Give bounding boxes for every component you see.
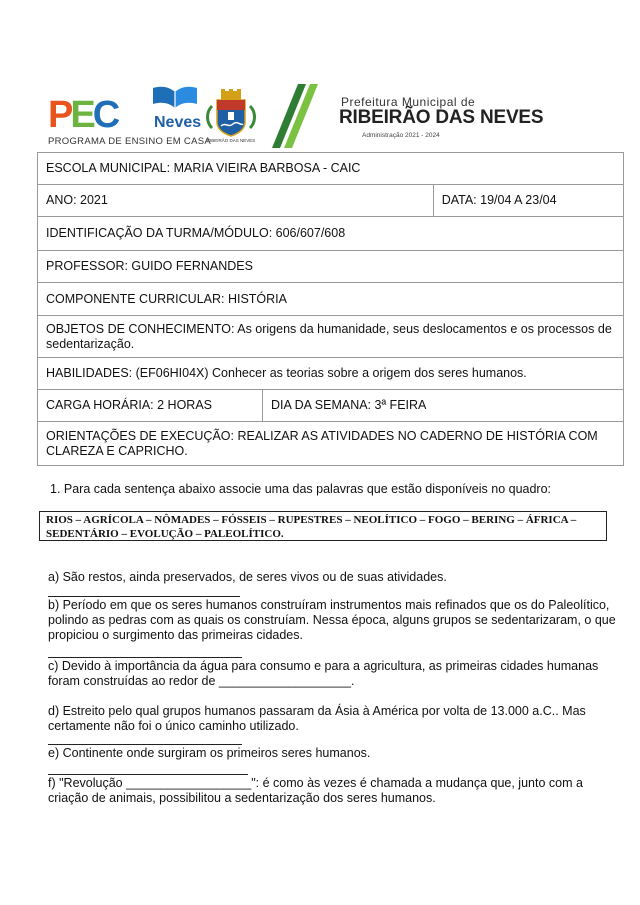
row-objetos [38, 316, 624, 358]
escola-cell: ESCOLA MUNICIPAL: MARIA VIEIRA BARBOSA - CAIC [38, 153, 624, 185]
answer-line-d [48, 744, 242, 745]
item-e: e) Continente onde surgiram os primeiros seres humanos. [48, 746, 371, 760]
orientacoes-cell: ORIENTAÇÕES DE EXECUÇÃO: REALIZAR AS ATIVIDADES NO CADERNO DE HISTÓRIA COM CLAREZA E CAPRICHO. [38, 422, 624, 466]
answer-line-a [48, 596, 240, 597]
row-orientacoes [38, 422, 624, 466]
item-b: b) Período em que os seres humanos construíram instrumentos mais refinados que os do Paleolítico, polindo as pedras com as quais os construíam. Nessa época, alguns grupos se sedentarizaram, o que propiciou o surgimento das primeiras cidades. [48, 598, 616, 642]
row-ano-data [38, 185, 624, 217]
book-icon [152, 84, 198, 110]
answer-line-e [48, 774, 248, 775]
prefeitura-admin: Administração 2021 - 2024 [362, 132, 440, 139]
prefeitura-name: RIBEIRÃO DAS NEVES [339, 107, 544, 128]
word-bank-box: RIOS – AGRÍCOLA – NÔMADES – FÓSSEIS – RUPESTRES – NEOLÍTICO – FOGO – BERING – ÁFRICA – SEDENTÁRIO – EVOLUÇÃO – PALEOLÍTICO. [39, 511, 607, 541]
green-stripes-icon [268, 84, 318, 148]
item-a: a) São restos, ainda preservados, de seres vivos ou de suas atividades. [48, 570, 447, 584]
prefeitura-title: Prefeitura Municipal de [341, 95, 476, 109]
objetos-cell: OBJETOS DE CONHECIMENTO: As origens da humanidade, seus deslocamentos e os processos de sedentarização. [38, 316, 624, 358]
item-c: c) Devido à importância da água para consumo e para a agricultura, as primeiras cidades humanas foram construídas ao redor de ___________________. [48, 659, 599, 688]
row-escola [38, 153, 624, 185]
carga-cell: CARGA HORÁRIA: 2 HORAS [38, 390, 263, 422]
row-turma [38, 217, 624, 251]
school-info-table [37, 152, 624, 466]
ano-cell: ANO: 2021 [38, 185, 434, 217]
pec-tagline: PROGRAMA DE ENSINO EM CASA [48, 136, 211, 147]
page-header [0, 0, 640, 155]
habilidades-cell: HABILIDADES: (EF06HI04X) Conhecer as teorias sobre a origem dos seres humanos. [38, 358, 624, 390]
item-f: f) "Revolução __________________": é como às vezes é chamada a mudança que, junto com a criação de animais, possibilitou a sedentarização dos seres humanos. [48, 776, 583, 805]
row-carga-dia [38, 390, 624, 422]
question-1-prompt: 1. Para cada sentença abaixo associe uma das palavras que estão disponíveis no quadro: [50, 482, 552, 496]
row-componente [38, 283, 624, 316]
row-professor [38, 251, 624, 283]
professor-cell: PROFESSOR: GUIDO FERNANDES [38, 251, 624, 283]
svg-text:RIBEIRÃO DAS NEVES: RIBEIRÃO DAS NEVES [206, 138, 256, 143]
data-cell: DATA: 19/04 A 23/04 [433, 185, 623, 217]
turma-cell: IDENTIFICAÇÃO DA TURMA/MÓDULO: 606/607/608 [38, 217, 624, 251]
dia-cell: DIA DA SEMANA: 3ª FEIRA [263, 390, 624, 422]
city-crest-icon [203, 88, 259, 144]
pec-letters: PEC [48, 94, 118, 136]
row-habilidades [38, 358, 624, 390]
componente-cell: COMPONENTE CURRICULAR: HISTÓRIA [38, 283, 624, 316]
answer-line-b [48, 657, 242, 658]
item-d: d) Estreito pelo qual grupos humanos passaram da Ásia à América por volta de 13.000 a.C.. Mas certamente não foi o único caminho utilizado. [48, 704, 586, 733]
pec-neves-word: Neves [154, 114, 202, 131]
